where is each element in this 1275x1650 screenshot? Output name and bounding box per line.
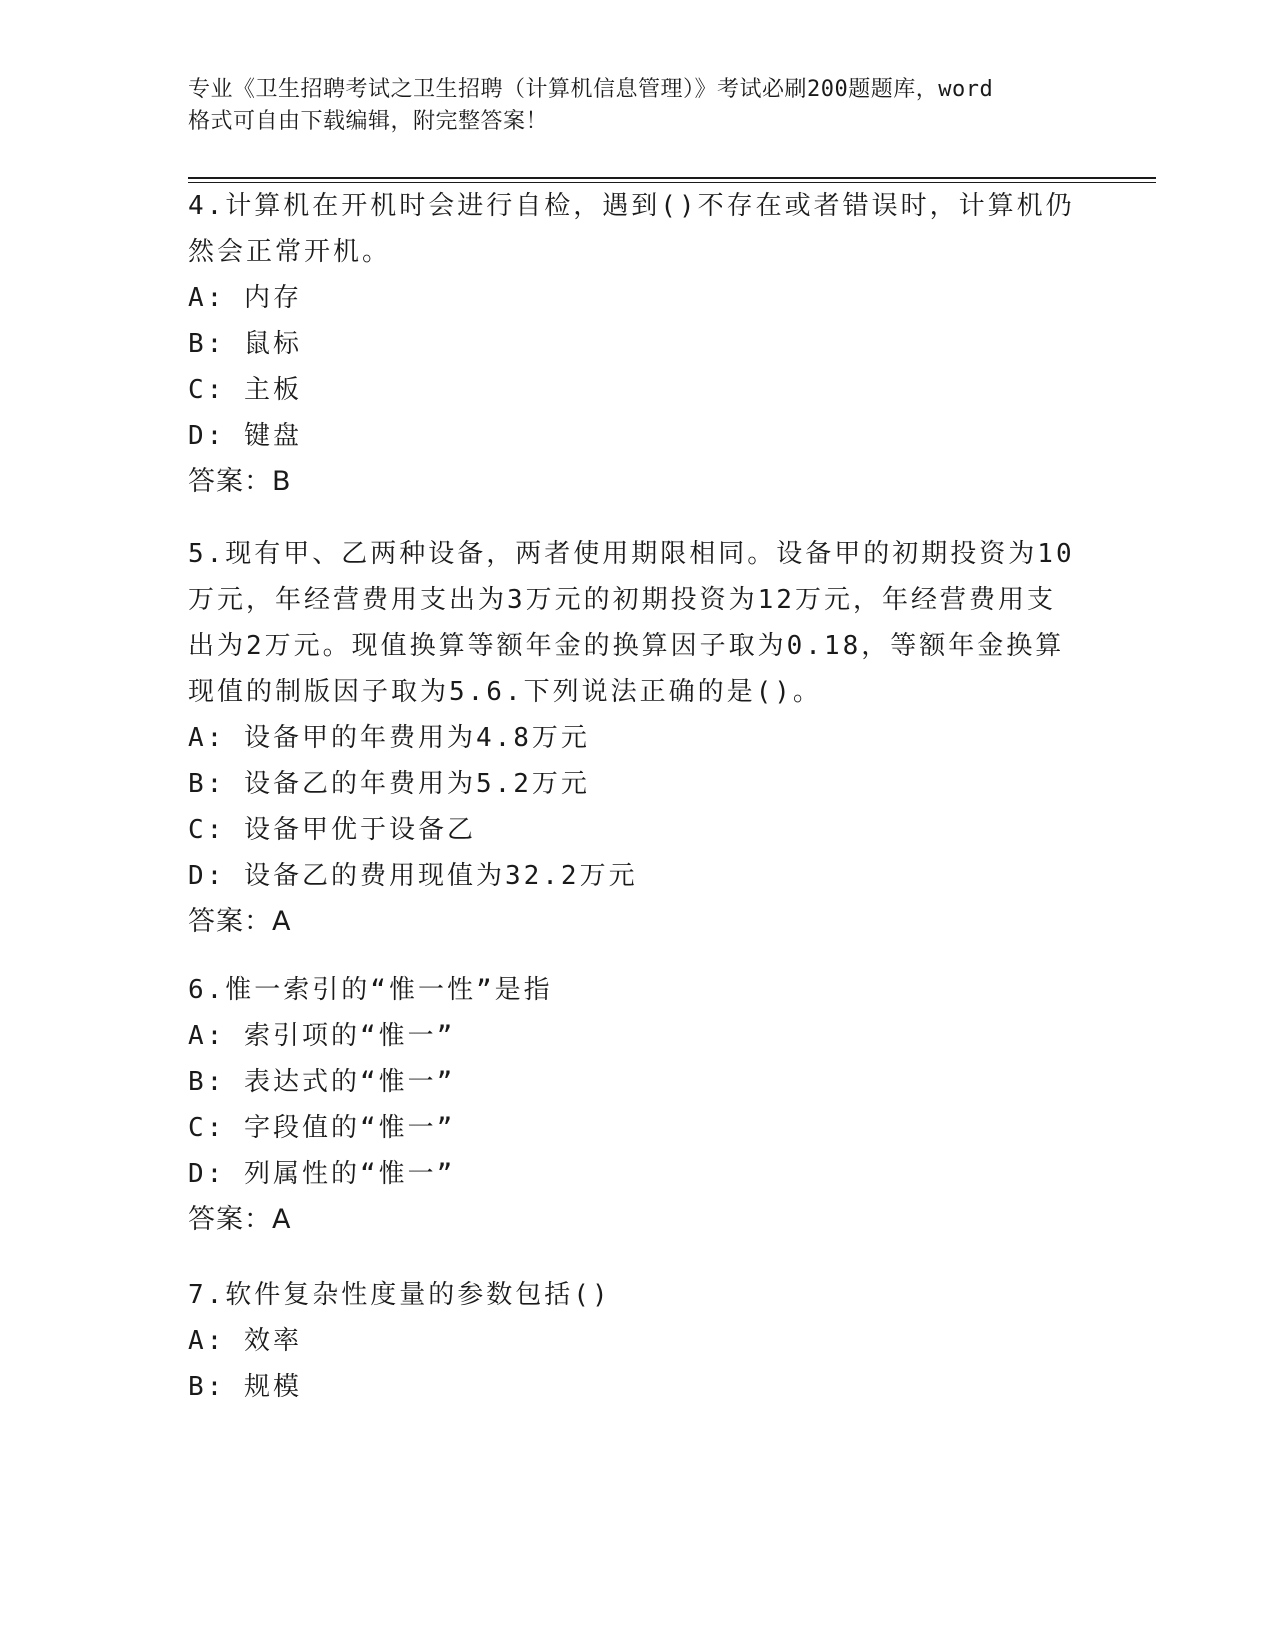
header-line-1: 专业《卫生招聘考试之卫生招聘（计算机信息管理）》考试必刷200题题库，word	[188, 77, 994, 102]
question-text-line: 4.计算机在开机时会进行自检，遇到()不存在或者错误时，计算机仍	[188, 191, 1075, 221]
question-4	[188, 183, 1088, 505]
question-6	[188, 967, 1088, 1243]
question-text-line: 7.软件复杂性度量的参数包括()	[188, 1280, 611, 1310]
header-divider-thick	[188, 177, 1156, 179]
option-b: B: 表达式的“惟一”	[188, 1067, 456, 1097]
option-c: C: 字段值的“惟一”	[188, 1113, 456, 1143]
option-a: A: 设备甲的年费用为4.8万元	[188, 723, 590, 753]
question-text-line: 万元，年经营费用支出为3万元的初期投资为12万元，年经营费用支	[188, 585, 1056, 615]
question-text-line: 然会正常开机。	[188, 237, 392, 267]
option-a: A: 内存	[188, 283, 302, 313]
option-c: C: 设备甲优于设备乙	[188, 815, 476, 845]
question-5	[188, 531, 1088, 945]
option-b: B: 规模	[188, 1372, 302, 1402]
option-b: B: 鼠标	[188, 329, 302, 359]
question-text-line: 6.惟一索引的“惟一性”是指	[188, 975, 553, 1005]
option-c: C: 主板	[188, 375, 302, 405]
answer-line: 答案：A	[188, 1204, 292, 1235]
answer-line: 答案：A	[188, 906, 292, 937]
option-a: A: 索引项的“惟一”	[188, 1021, 456, 1051]
document-header	[188, 74, 1088, 138]
question-text-line: 5.现有甲、乙两种设备，两者使用期限相同。设备甲的初期投资为10	[188, 539, 1075, 569]
option-b: B: 设备乙的年费用为5.2万元	[188, 769, 590, 799]
answer-line: 答案：B	[188, 466, 292, 497]
option-a: A: 效率	[188, 1326, 302, 1356]
question-text-line: 出为2万元。现值换算等额年金的换算因子取为0.18，等额年金换算	[188, 631, 1065, 661]
option-d: D: 列属性的“惟一”	[188, 1159, 456, 1189]
question-7	[188, 1272, 1088, 1410]
option-d: D: 设备乙的费用现值为32.2万元	[188, 861, 638, 891]
header-line-2: 格式可自由下载编辑，附完整答案！	[188, 109, 549, 134]
question-text-line: 现值的制版因子取为5.6.下列说法正确的是()。	[188, 677, 822, 707]
option-d: D: 键盘	[188, 421, 302, 451]
